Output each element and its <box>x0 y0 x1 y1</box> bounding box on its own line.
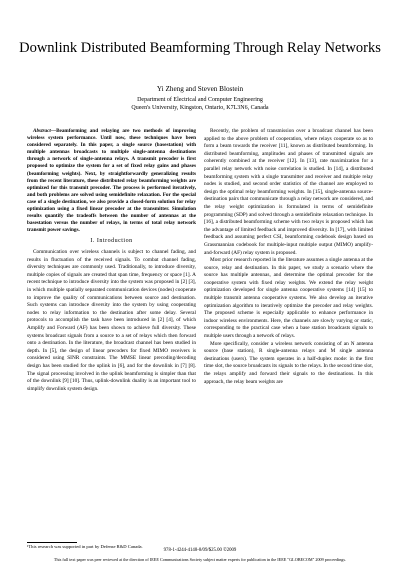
footnote-rule <box>27 542 77 543</box>
intro-paragraph: Communication over wireless channels is subject to channel fading, and results in fluctuation of the received signals. To combat channel fading, diversity techniques are commonly used. Traditionally, to introduce diversity, multiple copies of signals are created that span time, frequency or space [1]. A recent technique to introduce diversity into the system was proposed in [2] [3], in which multiple spatially separated communication devices (nodes) cooperate to improve the quality of communications between source and destination. Such systems can introduce diversity into the system by using cooperating nodes to relay information to the destination after some delay. Several protocols to accomplish the task have been introduced in [2] [4], of which Amplify and Forward (AF) has been shown to achieve full diversity. These systems broadcast signals from a source to a set of relays which then forward onto a destination. In the literature, the broadcast channel has been studied in depth. In [5], the design of linear precoders for fixed MIMO receivers is considered using SINR constraints. The MMSE linear precoding/decoding design has been studied for the uplink in [6], and for the downlink in [7] [8]. The signal processing involved in the uplink beamforming is simpler than that of the downlink [9] [10]. Thus, uplink-downlink duality is an important tool to simplify downlink system design. <box>27 249 196 392</box>
abstract-text: —Beamforming and relaying are two methods of improving wireless system performance. Until now, these techniques have been considered separately. In this paper, a single source (basestation) with multiple antennas broadcasts to multiple single-antenna destinations through a network of single-antenna relays. A transmit precoder is first proposed to optimize the system for a set of fixed relay gains and phases (beamforming weights). Next, by straightforwardly generalizing results from the recent literature, these distributed relay beamforming weights are optimized for this transmit precoder. The process is performed iteratively, and both problems are solved using semidefinite relaxation. For the special case of a single destination, we also provide a closed-form solution for relay optimization using a fixed linear precoder at the transmitter. Simulation results quantify the tradeoffs between the number of antennas at the basestation versus the number of relays, in terms of total relay network transmit power savings. <box>27 128 196 234</box>
affiliation-department: Department of Electrical and Computer Engineering <box>137 97 263 103</box>
isbn-line: 978-1-4244-4148-8/09/$25.00 ©2009 <box>163 548 237 553</box>
affiliation-address: Queen's University, Kingston, Ontario, K7L3N6, Canada <box>131 104 269 111</box>
affiliation <box>0 97 400 112</box>
system-description-paragraph: More specifically, consider a wireless network consisting of an N antenna source (base station), R single-antenna relays and M single antenna destinations (users). The system operates in a half-duplex mode: in the first time slot, the source broadcasts its signals to the relays. In the second time slot, the relays amplify and forward their signals to the destinations. In this approach, the relay beam weights are <box>204 340 373 385</box>
abstract-label: Abstract <box>33 128 51 134</box>
footnote: ¹This research was supported in part by Defense R&D Canada. <box>27 544 143 549</box>
related-work-paragraph: Recently, the problem of transmission over a broadcast channel has been applied to the above problem of cooperation, where relays cooperate so as to form a beam towards the receiver [11], known as distributed beamforming. In distributed beamforming, amplitudes and phases of transmitted signals are coherently combined at the receiver [12]. In [13], rate maximization for a parallel relay network with noise correlation is studied. In [14], a distributed beamforming system with a single transmitter and receiver and multiple relay nodes is studied, and second order statistics of the channel are employed to design the optimal relay beamforming weights. In [15], single-antenna source-destination pairs that communicate through a relay network are considered, and the relay weight optimization is formulated in terms of semidefinite programming (SDP) and solved through a semidefinite relaxation technique. In [16], a distributed beamforming scheme with two relays is proposed which has the advantage of limited feedback and improved diversity. In [17], with limited feedback and assuming perfect CSI, beamforming codebook design based on Grassmannian codebook for multiple-input multiple output (MIMO) amplify-and-forward (AF) relay system is proposed. <box>204 128 373 256</box>
paper-authors: Yi Zheng and Steven Blostein <box>156 85 244 93</box>
right-column <box>204 128 373 386</box>
section-heading-introduction: I. Introduction <box>90 238 133 245</box>
publication-disclaimer: This full text paper was peer reviewed at the direction of IEEE Communications Society subject matter experts for publication in the IEEE "GLOBECOM" 2009 proceedings. <box>53 557 347 562</box>
contribution-paragraph: Most prior research reported in the literature assumes a single antenna at the source, relay and destination. In this paper, we study a scenario where the source has multiple antennas, and determine the optimal precoder for the cooperative system with fixed relay weights. We extend the relay weight optimization developed for single antenna cooperative systems [14] [15] to multiple transmit antenna cooperative systems. We also develop an iterative optimization algorithm to iteratively optimize the precoder and relay weights. The proposed scheme is especially applicable to enhance performance in indoor wireless environments. Here, the channels are slowly varying or static, corresponding to the practical case when a base station broadcasts signals to multiple users through a network of relays. <box>204 257 373 340</box>
paper-title: Downlink Distributed Beamforming Through Relay Networks <box>19 40 381 56</box>
left-column <box>27 128 196 393</box>
abstract <box>27 128 196 234</box>
